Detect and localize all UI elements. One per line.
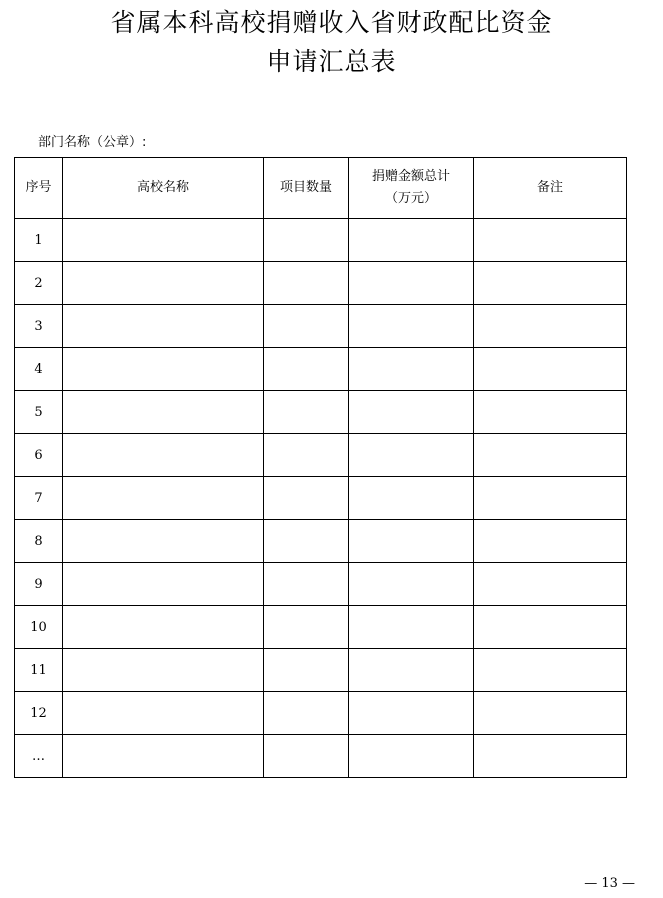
project-count-cell[interactable]: [264, 391, 349, 434]
summary-table: [14, 157, 627, 778]
row-seq-cell: 8: [15, 520, 63, 563]
document-title-line-2: 申请汇总表: [266, 47, 397, 76]
remark-cell[interactable]: [474, 305, 627, 348]
school-name-cell[interactable]: [63, 305, 264, 348]
donation-total-cell[interactable]: [349, 348, 474, 391]
table-row: [15, 434, 627, 477]
remark-cell[interactable]: [474, 434, 627, 477]
table-row: [15, 520, 627, 563]
header-donation-total-unit: （万元）: [384, 191, 437, 206]
header-project-count: 项目数量: [264, 158, 349, 219]
remark-cell[interactable]: [474, 692, 627, 735]
project-count-cell[interactable]: [264, 477, 349, 520]
header-seq: 序号: [15, 158, 63, 219]
table-body: [15, 219, 627, 778]
header-school-name: 高校名称: [63, 158, 264, 219]
table-row: [15, 262, 627, 305]
remark-cell[interactable]: [474, 563, 627, 606]
table-row: [15, 606, 627, 649]
department-name-label: 部门名称（公章）:: [38, 135, 147, 150]
project-count-cell[interactable]: [264, 520, 349, 563]
table-row: [15, 649, 627, 692]
donation-total-cell[interactable]: [349, 477, 474, 520]
project-count-cell[interactable]: [264, 262, 349, 305]
table-row: [15, 477, 627, 520]
donation-total-cell[interactable]: [349, 305, 474, 348]
project-count-cell[interactable]: [264, 219, 349, 262]
remark-cell[interactable]: [474, 735, 627, 778]
donation-total-cell[interactable]: [349, 262, 474, 305]
donation-total-cell[interactable]: [349, 520, 474, 563]
school-name-cell[interactable]: [63, 391, 264, 434]
project-count-cell[interactable]: [264, 649, 349, 692]
remark-cell[interactable]: [474, 219, 627, 262]
project-count-cell[interactable]: [264, 692, 349, 735]
remark-cell[interactable]: [474, 391, 627, 434]
table-row: [15, 348, 627, 391]
school-name-cell[interactable]: [63, 434, 264, 477]
school-name-cell[interactable]: [63, 649, 264, 692]
table-header-row: [15, 158, 627, 219]
donation-total-cell[interactable]: [349, 563, 474, 606]
project-count-cell[interactable]: [264, 305, 349, 348]
header-remark: 备注: [474, 158, 627, 219]
donation-total-cell[interactable]: [349, 219, 474, 262]
table-row: [15, 735, 627, 778]
header-donation-total-label: 捐赠金额总计: [371, 169, 450, 184]
row-seq-cell: 12: [15, 692, 63, 735]
row-seq-cell: 4: [15, 348, 63, 391]
school-name-cell[interactable]: [63, 606, 264, 649]
donation-total-cell[interactable]: [349, 391, 474, 434]
donation-total-cell[interactable]: [349, 434, 474, 477]
row-seq-cell: 6: [15, 434, 63, 477]
table-row: [15, 563, 627, 606]
document-title-line-1: 省属本科高校捐赠收入省财政配比资金: [110, 8, 553, 37]
remark-cell[interactable]: [474, 649, 627, 692]
school-name-cell[interactable]: [63, 520, 264, 563]
donation-total-cell[interactable]: [349, 606, 474, 649]
donation-total-cell[interactable]: [349, 649, 474, 692]
row-seq-cell: 7: [15, 477, 63, 520]
donation-total-cell[interactable]: [349, 735, 474, 778]
project-count-cell[interactable]: [264, 606, 349, 649]
table-row: [15, 305, 627, 348]
table-row: [15, 692, 627, 735]
page-number: — 13 —: [584, 876, 635, 891]
remark-cell[interactable]: [474, 520, 627, 563]
project-count-cell[interactable]: [264, 348, 349, 391]
school-name-cell[interactable]: [63, 735, 264, 778]
project-count-cell[interactable]: [264, 563, 349, 606]
row-seq-cell: 5: [15, 391, 63, 434]
header-donation-total: [349, 158, 474, 219]
row-seq-cell: 1: [15, 219, 63, 262]
school-name-cell[interactable]: [63, 262, 264, 305]
project-count-cell[interactable]: [264, 735, 349, 778]
school-name-cell[interactable]: [63, 563, 264, 606]
remark-cell[interactable]: [474, 262, 627, 305]
row-seq-cell: 2: [15, 262, 63, 305]
row-seq-cell: 11: [15, 649, 63, 692]
school-name-cell[interactable]: [63, 348, 264, 391]
donation-total-cell[interactable]: [349, 692, 474, 735]
table-row: [15, 219, 627, 262]
row-seq-cell: 10: [15, 606, 63, 649]
remark-cell[interactable]: [474, 348, 627, 391]
school-name-cell[interactable]: [63, 219, 264, 262]
school-name-cell[interactable]: [63, 477, 264, 520]
remark-cell[interactable]: [474, 606, 627, 649]
school-name-cell[interactable]: [63, 692, 264, 735]
table-row: [15, 391, 627, 434]
row-seq-cell: 3: [15, 305, 63, 348]
remark-cell[interactable]: [474, 477, 627, 520]
row-seq-cell: 9: [15, 563, 63, 606]
project-count-cell[interactable]: [264, 434, 349, 477]
row-seq-cell: …: [15, 735, 63, 778]
